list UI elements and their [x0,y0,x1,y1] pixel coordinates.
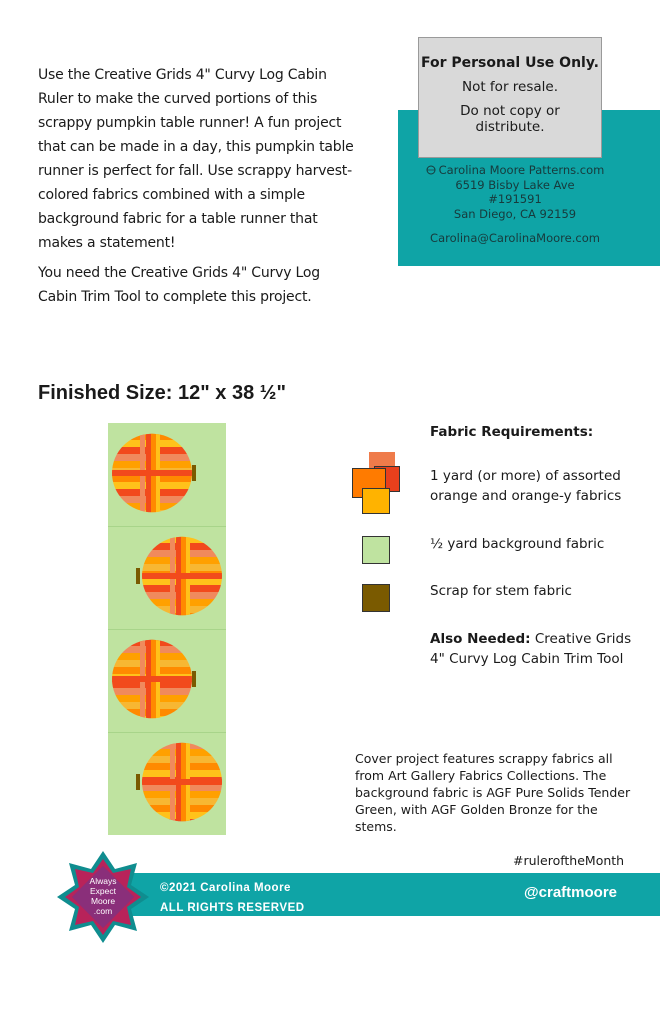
logo-text-1: Always [89,876,117,886]
address-city: San Diego, CA 92159 [453,206,577,221]
also-needed-label: Also Needed: [430,631,531,647]
license-title: For Personal Use Only. [421,55,599,71]
always-expect-moore-logo [57,851,149,943]
hashtag: #ruleroftheMonth [513,853,625,868]
pumpkin-stem [136,568,140,584]
address-street: 6519 Bisby Lake Ave [455,177,575,192]
background-fabric-swatch [362,536,390,564]
requirement-orange: 1 yard (or more) of assorted orange and orange-y fabrics [430,468,622,504]
also-needed [430,629,650,669]
copyright [160,878,305,918]
copyright-text: ©2021 Carolina Moore [160,882,291,894]
requirement-background: ½ yard background fabric [430,536,605,552]
pumpkin-stem [192,465,196,481]
intro-paragraph-2: You need the Creative Grids 4" Curvy Log Cabin Trim Tool to complete this project. [38,265,320,305]
orange-fabric-swatches [352,450,406,514]
pumpkin-stem [136,774,140,790]
license-line-resale: Not for resale. [461,79,558,95]
contact-info [400,163,630,246]
social-handle[interactable]: @craftmoore [524,884,617,901]
license-notice [418,37,602,158]
footer-bar [100,873,660,916]
requirements-title: Fabric Requirements: [430,424,594,440]
cover-note: Cover project features scrappy fabrics all from Art Gallery Fabrics Collections. The background fabric is AGF Pure Solids Tender Green, with AGF Golden Bronze for the stems. [355,751,631,834]
pumpkin-stem [192,671,196,687]
table-runner-image [108,423,226,835]
license-line-copy: Do not copy or distribute. [460,103,560,135]
stem-fabric-swatch [362,584,390,612]
address-unit: #191591 [488,192,542,206]
finished-size-heading: Finished Size: 12" x 38 ½" [38,382,286,404]
intro-text [38,63,358,315]
also-needed-text: Creative Grids 4" Curvy Log Cabin Trim Tool [430,631,632,667]
logo-text-2: Expect [90,886,116,896]
email-link[interactable]: Carolina@CarolinaMoore.com [430,231,600,245]
globe-icon [426,165,436,175]
requirement-stem: Scrap for stem fabric [430,583,572,599]
rights-text: ALL RIGHTS RESERVED [160,902,305,914]
website-link[interactable]: Carolina Moore Patterns.com [438,163,605,177]
intro-paragraph-1: Use the Creative Grids 4" Curvy Log Cabin Ruler to make the curved portions of this scrappy pumpkin table runner! A fun project that can be made in a day, this pumpkin table runner is perfect for fall. Use scrappy harvest-colored fabrics combined with a simple background fabric for a table runner that makes a statement! [38,67,354,251]
logo-text-3: Moore [90,896,116,906]
logo-text-4: .com [93,906,113,916]
